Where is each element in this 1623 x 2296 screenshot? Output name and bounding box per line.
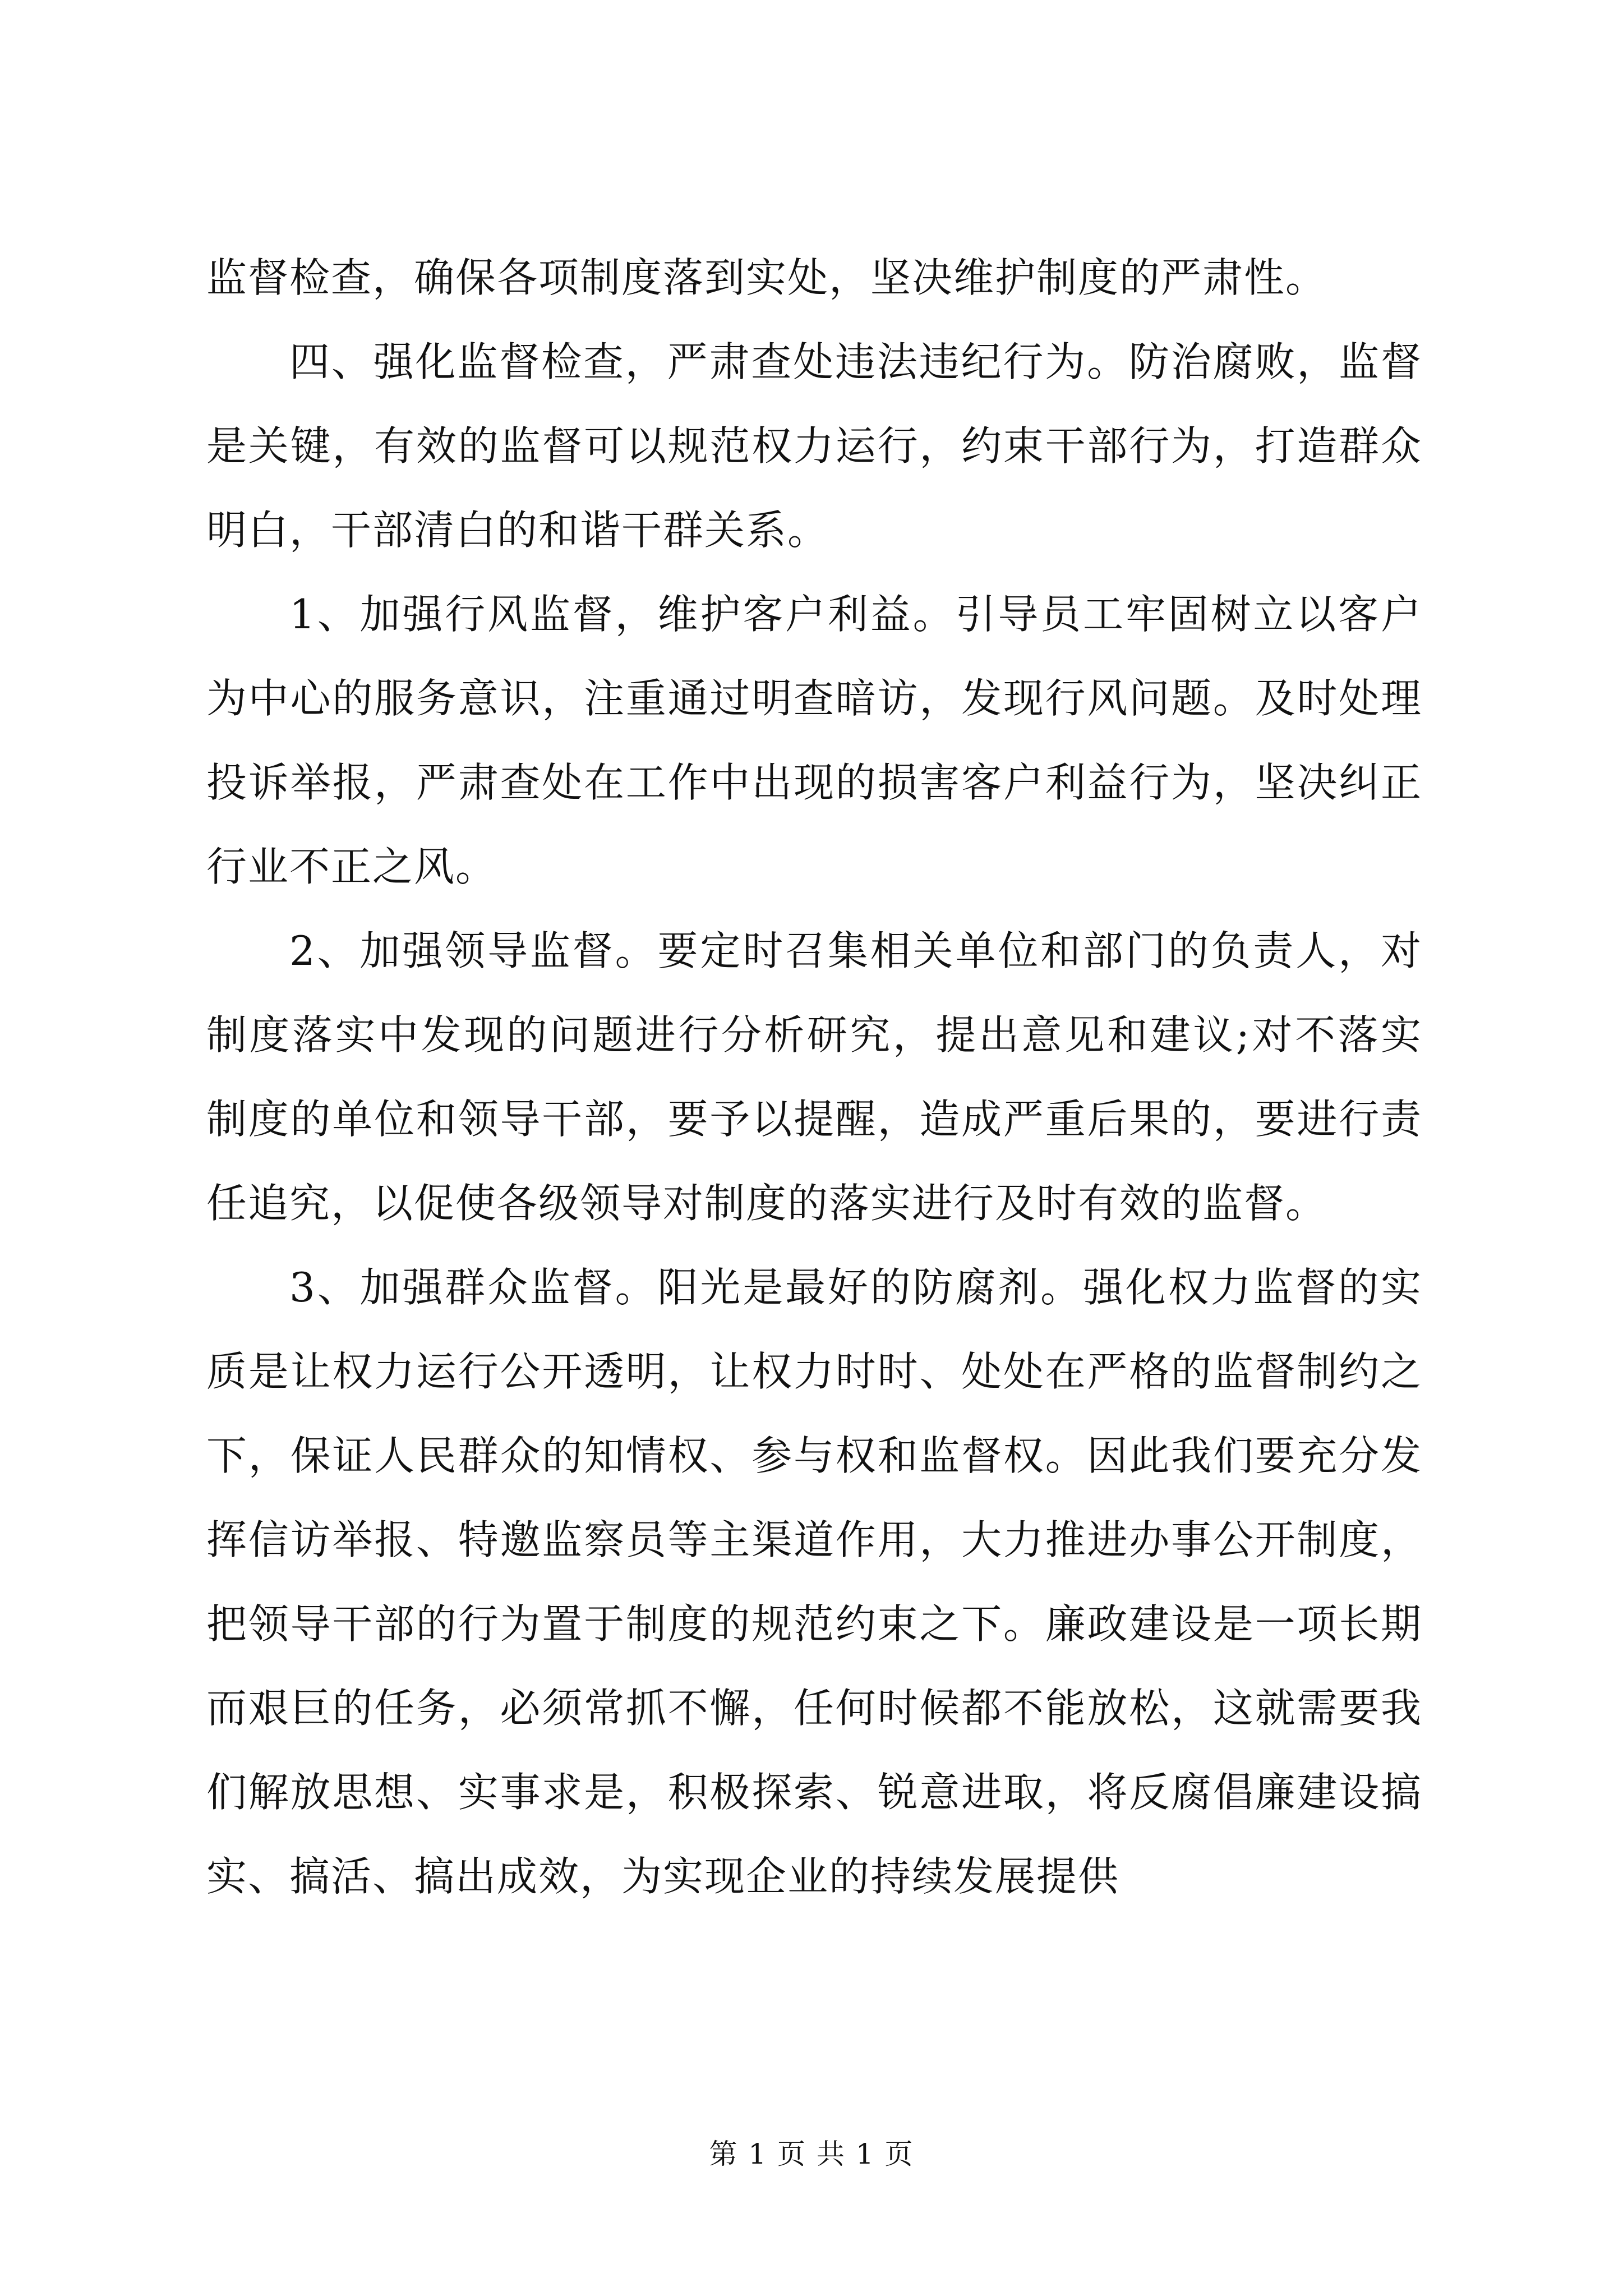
paragraph-5: 3、加强群众监督。阳光是最好的防腐剂。强化权力监督的实质是让权力运行公开透明，让权力时时、处处在严格的监督制约之下，保证人民群众的知情权、参与权和监督权。因此我们要充分发挥信访举报、特邀监察员等主渠道作用，大力推进办事公开制度，把领导干部的行为置于制度的规范约束之下。廉政建设是一项长期而艰巨的任务，必须常抓不懈，任何时候都不能放松，这就需要我们解放思想、实事求是，积极探索、锐意进取，将反腐倡廉建设搞实、搞活、搞出成效，为实现企业的持续发展提供 xyxy=(206,1264,1422,1900)
paragraph-4: 2、加强领导监督。要定时召集相关单位和部门的负责人，对制度落实中发现的问题进行分析研究，提出意见和建议;对不落实制度的单位和领导干部，要予以提醒，造成严重后果的，要进行责任追究，以促使各级领导对制度的落实进行及时有效的监督。 xyxy=(206,927,1422,1227)
document-body xyxy=(206,236,1422,1918)
page-footer: 第 1 页 共 1 页 xyxy=(709,2138,914,2170)
paragraph-2: 四、强化监督检查，严肃查处违法违纪行为。防治腐败，监督是关键，有效的监督可以规范权力运行，约束干部行为，打造群众明白，干部清白的和谐干群关系。 xyxy=(206,338,1422,554)
paragraph-3: 1、加强行风监督，维护客户利益。引导员工牢固树立以客户为中心的服务意识，注重通过明查暗访，发现行风问题。及时处理投诉举报，严肃查处在工作中出现的损害客户利益行为，坚决纠正行业不正之风。 xyxy=(206,591,1422,890)
paragraph-1: 监督检查，确保各项制度落到实处，坚决维护制度的严肃性。 xyxy=(206,254,1327,301)
